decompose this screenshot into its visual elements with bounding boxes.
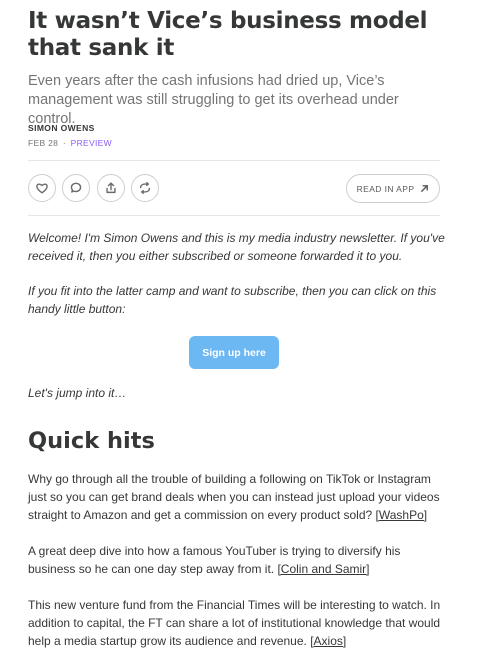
post-title: It wasn’t Vice’s business model that sank it — [28, 8, 428, 61]
preview-badge: PREVIEW — [70, 138, 112, 148]
subscribe-text: If you fit into the latter camp and want to subscribe, then you can click on this handy little button: — [28, 284, 437, 316]
source-link-axios[interactable]: [Axios] — [310, 634, 347, 648]
quick-hit-item — [28, 596, 448, 650]
post-date: FEB 28 — [28, 138, 59, 148]
quick-hit-text: A great deep dive into how a famous YouTuber is trying to diversify his business so he can one day step away from it. — [28, 544, 401, 576]
like-button[interactable] — [28, 174, 56, 202]
heart-icon — [35, 181, 49, 195]
quick-hit-item — [28, 470, 448, 524]
post-meta — [28, 138, 112, 148]
quick-hits-heading: Quick hits — [28, 428, 155, 454]
quick-hit-text: Why go through all the trouble of building a following on TikTok or Instagram just so you can get brand deals when you can instead just upload your videos straight to Amazon and get a commission on every product sold? — [28, 472, 440, 522]
jump-in-text: Let's jump into it… — [28, 386, 127, 400]
source-link-colin-and-samir[interactable]: [Colin and Samir] — [277, 562, 370, 576]
author-name[interactable]: SIMON OWENS — [28, 123, 95, 133]
top-divider — [28, 160, 440, 161]
post-subtitle: Even years after the cash infusions had dried up, Vice’s management was still struggling to get its overhead under control. — [28, 73, 399, 127]
read-in-app-label: READ IN APP — [356, 183, 415, 194]
sign-up-button[interactable]: Sign up here — [189, 336, 279, 369]
source-link-washpo[interactable]: [WashPo] — [375, 508, 428, 522]
read-in-app-button[interactable] — [346, 174, 440, 203]
restack-button[interactable] — [131, 174, 159, 202]
welcome-text: Welcome! I'm Simon Owens and this is my media industry newsletter. If you've received it, then you either subscribed or someone forwarded it to you. — [28, 231, 445, 263]
restack-icon — [138, 181, 152, 195]
share-icon — [104, 181, 118, 195]
quick-hit-text: This new venture fund from the Financial Times will be interesting to watch. In addition to capital, the FT can share a lot of institutional knowledge that would help a media startup grow its audience and revenue. — [28, 598, 441, 648]
share-button[interactable] — [97, 174, 125, 202]
comment-icon — [69, 181, 83, 195]
comment-button[interactable] — [62, 174, 90, 202]
meta-separator: · — [62, 138, 66, 148]
arrow-up-right-icon — [420, 184, 429, 193]
quick-hit-item — [28, 542, 448, 578]
bottom-divider — [28, 215, 440, 216]
